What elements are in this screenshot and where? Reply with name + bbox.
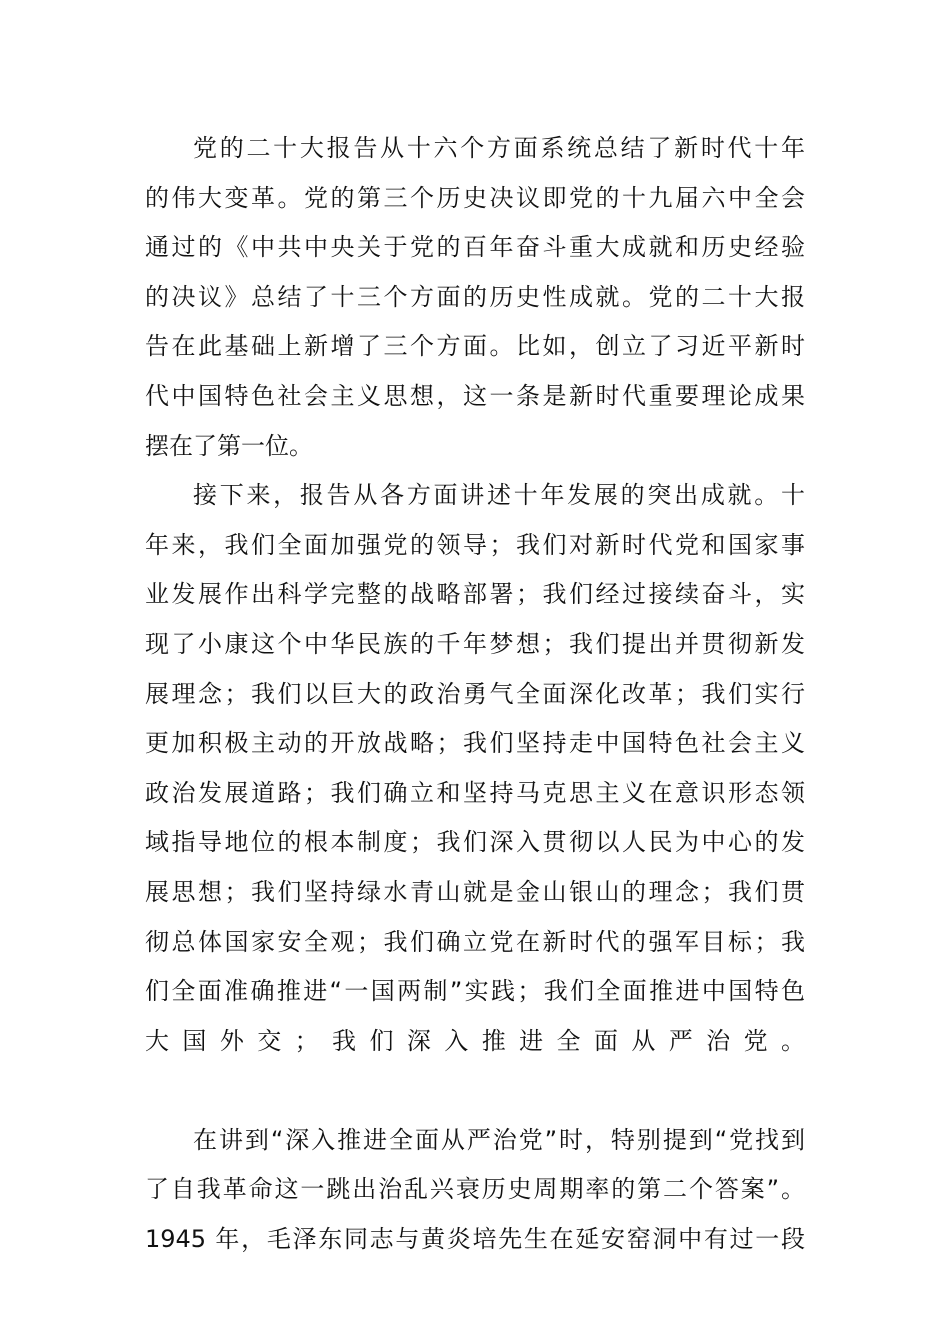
paragraph-3 (145, 1116, 805, 1265)
text-line: 大国外交；我们深入推进全面从严治党。 (145, 1026, 805, 1055)
text-line: 代中国特色社会主义思想，这一条是新时代重要理论成果 (145, 381, 805, 410)
text-line: 摆在了第一位。 (145, 431, 313, 460)
text-line: 更加积极主动的开放战略；我们坚持走中国特色社会主义 (145, 729, 805, 758)
text-line: 域指导地位的根本制度；我们深入贯彻以人民为中心的发 (145, 828, 805, 857)
text-line: 政治发展道路；我们确立和坚持马克思主义在意识形态领 (145, 778, 805, 807)
text-line: 告在此基础上新增了三个方面。比如，创立了习近平新时 (145, 332, 805, 361)
text-line: 展理念；我们以巨大的政治勇气全面深化改革；我们实行 (145, 679, 805, 708)
text-line: 1945 年，毛泽东同志与黄炎培先生在延安窑洞中有过一段 (145, 1225, 805, 1254)
text-line: 们全面准确推进“一国两制”实践；我们全面推进中国特色 (145, 977, 805, 1006)
text-line: 在讲到“深入推进全面从严治党”时，特别提到“党找到 (193, 1125, 805, 1154)
text-line: 年来，我们全面加强党的领导；我们对新时代党和国家事 (145, 530, 805, 559)
text-line: 的伟大变革。党的第三个历史决议即党的十九届六中全会 (145, 183, 805, 212)
text-line: 通过的《中共中央关于党的百年奋斗重大成就和历史经验 (145, 233, 805, 262)
text-line (145, 1066, 805, 1116)
text-line: 展思想；我们坚持绿水青山就是金山银山的理念；我们贯 (145, 877, 805, 906)
text-line: 党的二十大报告从十六个方面系统总结了新时代十年 (193, 134, 805, 162)
text-line: 业发展作出科学完整的战略部署；我们经过接续奋斗，实 (145, 580, 805, 609)
document-body (145, 124, 805, 1265)
paragraph-2 (145, 471, 805, 1116)
text-line: 现了小康这个中华民族的千年梦想；我们提出并贯彻新发 (145, 629, 805, 658)
text-line: 彻总体国家安全观；我们确立党在新时代的强军目标；我 (145, 927, 805, 956)
text-line: 的决议》总结了十三个方面的历史性成就。党的二十大报 (145, 282, 805, 311)
text-line: 接下来，报告从各方面讲述十年发展的突出成就。十 (193, 481, 805, 510)
text-line: 了自我革命这一跳出治乱兴衰历史周期率的第二个答案”。 (145, 1175, 805, 1204)
paragraph-1 (145, 124, 805, 471)
